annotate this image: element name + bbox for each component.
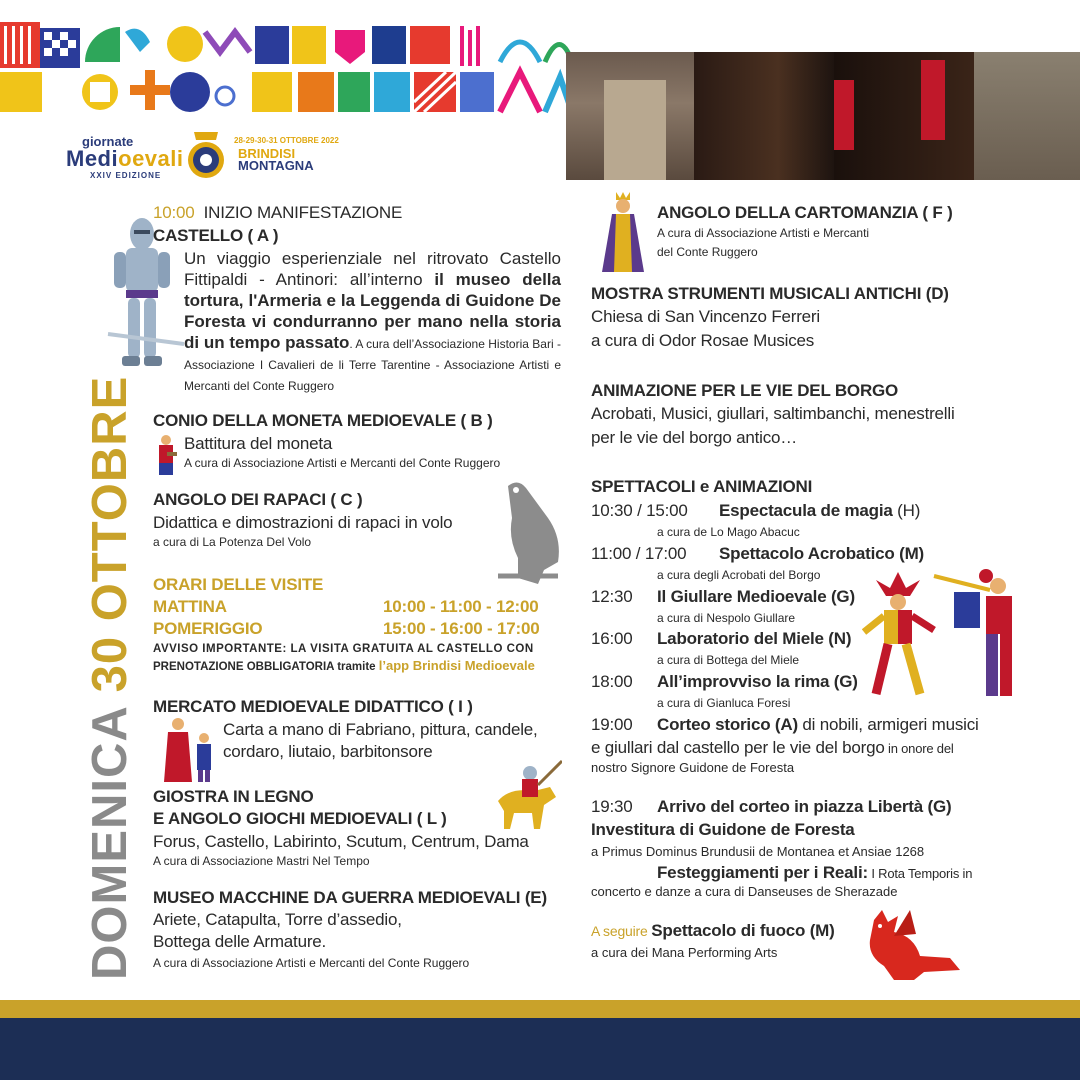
festeggiamenti-line-2: concerto e danze a cura di Danseuses de Sherazade	[591, 884, 898, 899]
museo-credit: A cura di Associazione Artisti e Mercanti del Conte Ruggero	[153, 956, 470, 970]
event-logo	[62, 128, 339, 186]
investitura-title: Investitura di Guidone de Foresta	[591, 820, 855, 839]
avviso-line-1: AVVISO IMPORTANTE: LA VISITA GRATUITA AL CASTELLO CON	[153, 643, 534, 655]
corteo-line-2: e giullari dal castello per le vie del borgo in onore del	[591, 738, 954, 757]
mostra-title: MOSTRA STRUMENTI MUSICALI ANTICHI (D)	[591, 284, 949, 303]
anim-title: ANIMAZIONE PER LE VIE DEL BORGO	[591, 381, 899, 400]
castello-title: CASTELLO ( A )	[153, 226, 279, 245]
investitura-credit: a Primus Dominus Brundusii de Montanea et Ansiae 1268	[591, 844, 925, 859]
corteo-line-3: nostro Signore Guidone de Foresta	[591, 760, 795, 775]
giostra-text: Forus, Castello, Labirinto, Scutum, Centrum, Dama	[153, 832, 529, 851]
rapaci-text: Didattica e dimostrazioni di rapaci in volo	[153, 513, 453, 532]
spettacoli-title: SPETTACOLI e ANIMAZIONI	[591, 477, 813, 496]
event-photos	[566, 52, 1080, 180]
footer-navy-bar	[0, 1018, 1080, 1080]
avviso-line-2: PRENOTAZIONE OBBLIGATORIA tramite l’app Brindisi Medioevale	[153, 658, 535, 673]
red-banner-icon-2	[921, 60, 945, 140]
show-credit-5: a cura di Gianluca Foresi	[657, 696, 791, 710]
falcon-illustration	[488, 478, 568, 584]
mattina-times: 10:00 - 11:00 - 12:00	[383, 597, 539, 616]
decorative-mosaic	[0, 22, 575, 114]
header-banner	[0, 0, 1080, 190]
mercato-line-2: cordaro, liutaio, barbitonsore	[223, 742, 433, 761]
footer-gold-bar	[0, 1000, 1080, 1018]
coin-minter-illustration	[153, 434, 179, 478]
show-row-5: 18:00 All’improvviso la rima (G)	[591, 672, 858, 691]
mostra-line-1: Chiesa di San Vincenzo Ferreri	[591, 307, 820, 326]
mercato-title: MERCATO MEDIOEVALE DIDATTICO ( I )	[153, 697, 473, 716]
giostra-title-2: E ANGOLO GIOCHI MEDIOEVALI ( L )	[153, 809, 447, 828]
logo-dates: 28-29-30-31 OTTOBRE 2022	[234, 136, 339, 145]
rapaci-title: ANGOLO DEI RAPACI ( C )	[153, 490, 363, 509]
carto-credit-2: del Conte Ruggero	[657, 245, 758, 259]
dragon-illustration	[854, 906, 962, 982]
pomeriggio-times: 15:00 - 16:00 - 17:00	[383, 619, 540, 638]
carto-title: ANGOLO DELLA CARTOMANZIA ( F )	[657, 203, 953, 222]
start-label: INIZIO MANIFESTAZIONE	[203, 203, 403, 222]
anim-line-1: Acrobati, Musici, giullari, saltimbanchi, menestrelli	[591, 404, 955, 423]
show-credit-3: a cura di Nespolo Giullare	[657, 611, 796, 625]
vertical-day-title: DOMENICA 30 OTTOBRE	[83, 375, 137, 980]
show-row-2: 11:00 / 17:00 Spettacolo Acrobatico (M)	[591, 544, 924, 563]
museo-line-2: Bottega delle Armature.	[153, 932, 327, 951]
logo-city-1: BRINDISI	[238, 146, 296, 161]
mostra-line-2: a cura di Odor Rosae Musices	[591, 331, 815, 350]
fuoco-credit: a cura dei Mana Performing Arts	[591, 945, 778, 960]
fuoco-row: A seguire Spettacolo di fuoco (M)	[591, 921, 835, 940]
merchant-illustration	[164, 716, 216, 784]
rapaci-credit: a cura di La Potenza Del Volo	[153, 535, 312, 549]
logo-city-2: MONTAGNA	[238, 158, 314, 173]
anim-line-2: per le vie del borgo antico…	[591, 428, 798, 447]
castello-description: Un viaggio esperienziale nel ritrovato Castello Fittipaldi - Antinori: all’interno il museo della tortura, l'Armeria e la Leggenda di Guidone De Foresta vi condurranno per mano nella storia di un tempo passato. A cura dell’Associazione Historia Bari - Associazione I Cavalieri de li Terre Tarentine - Associazione Artisti e Mercanti del Conte Ruggero	[184, 249, 561, 393]
carto-credit-1: A cura di Associazione Artisti e Mercanti	[657, 226, 870, 240]
start-time-row	[153, 203, 402, 223]
festeggiamenti-row: Festeggiamenti per i Reali: I Rota Temporis in	[657, 863, 973, 882]
museo-line-1: Ariete, Catapulta, Torre d’assedio,	[153, 910, 402, 929]
start-time: 10:00	[153, 203, 195, 222]
arrivo-row: 19:30 Arrivo del corteo in piazza Libertà (G)	[591, 797, 952, 816]
show-row-1: 10:30 / 15:00 Espectacula de magia (H)	[591, 501, 921, 520]
museo-title: MUSEO MACCHINE DA GUERRA MEDIOEVALI (E)	[153, 888, 547, 907]
castle-tower-photo	[604, 80, 666, 180]
giostra-credit: A cura di Associazione Mastri Nel Tempo	[153, 854, 370, 868]
coat-of-arms-icon	[186, 130, 226, 184]
conio-title: CONIO DELLA MONETA MEDIOEVALE ( B )	[153, 411, 493, 430]
logo-top-text: giornate	[82, 134, 134, 149]
show-credit-4: a cura di Bottega del Miele	[657, 653, 800, 667]
show-row-3: 12:30 Il Giullare Medioevale (G)	[591, 587, 855, 606]
pomeriggio-label: POMERIGGIO	[153, 619, 263, 638]
wall-photo	[974, 52, 1080, 180]
giostra-title-1: GIOSTRA IN LEGNO	[153, 787, 314, 806]
mercato-line-1: Carta a mano di Fabriano, pittura, candele,	[223, 720, 538, 739]
horse-knight-illustration	[490, 757, 562, 833]
queen-illustration	[600, 190, 646, 274]
corteo-row: 19:00 Corteo storico (A) di nobili, armigeri musici	[591, 715, 979, 734]
show-row-4: 16:00 Laboratorio del Miele (N)	[591, 629, 852, 648]
jesters-illustration	[862, 566, 1038, 704]
banner-photo	[834, 52, 974, 180]
orari-title: ORARI DELLE VISITE	[153, 575, 324, 594]
mattina-label: MATTINA	[153, 597, 227, 616]
performer-photo	[694, 52, 834, 180]
conio-credit: A cura di Associazione Artisti e Mercanti del Conte Ruggero	[184, 456, 501, 470]
conio-text: Battitura del moneta	[184, 434, 333, 453]
logo-main-text: Medioevali	[66, 146, 184, 171]
logo-edition: XXIV EDIZIONE	[90, 171, 162, 180]
show-credit-1: a cura de Lo Mago Abacuc	[657, 525, 800, 539]
red-banner-icon	[834, 80, 854, 150]
show-credit-2: a cura degli Acrobati del Borgo	[657, 568, 821, 582]
